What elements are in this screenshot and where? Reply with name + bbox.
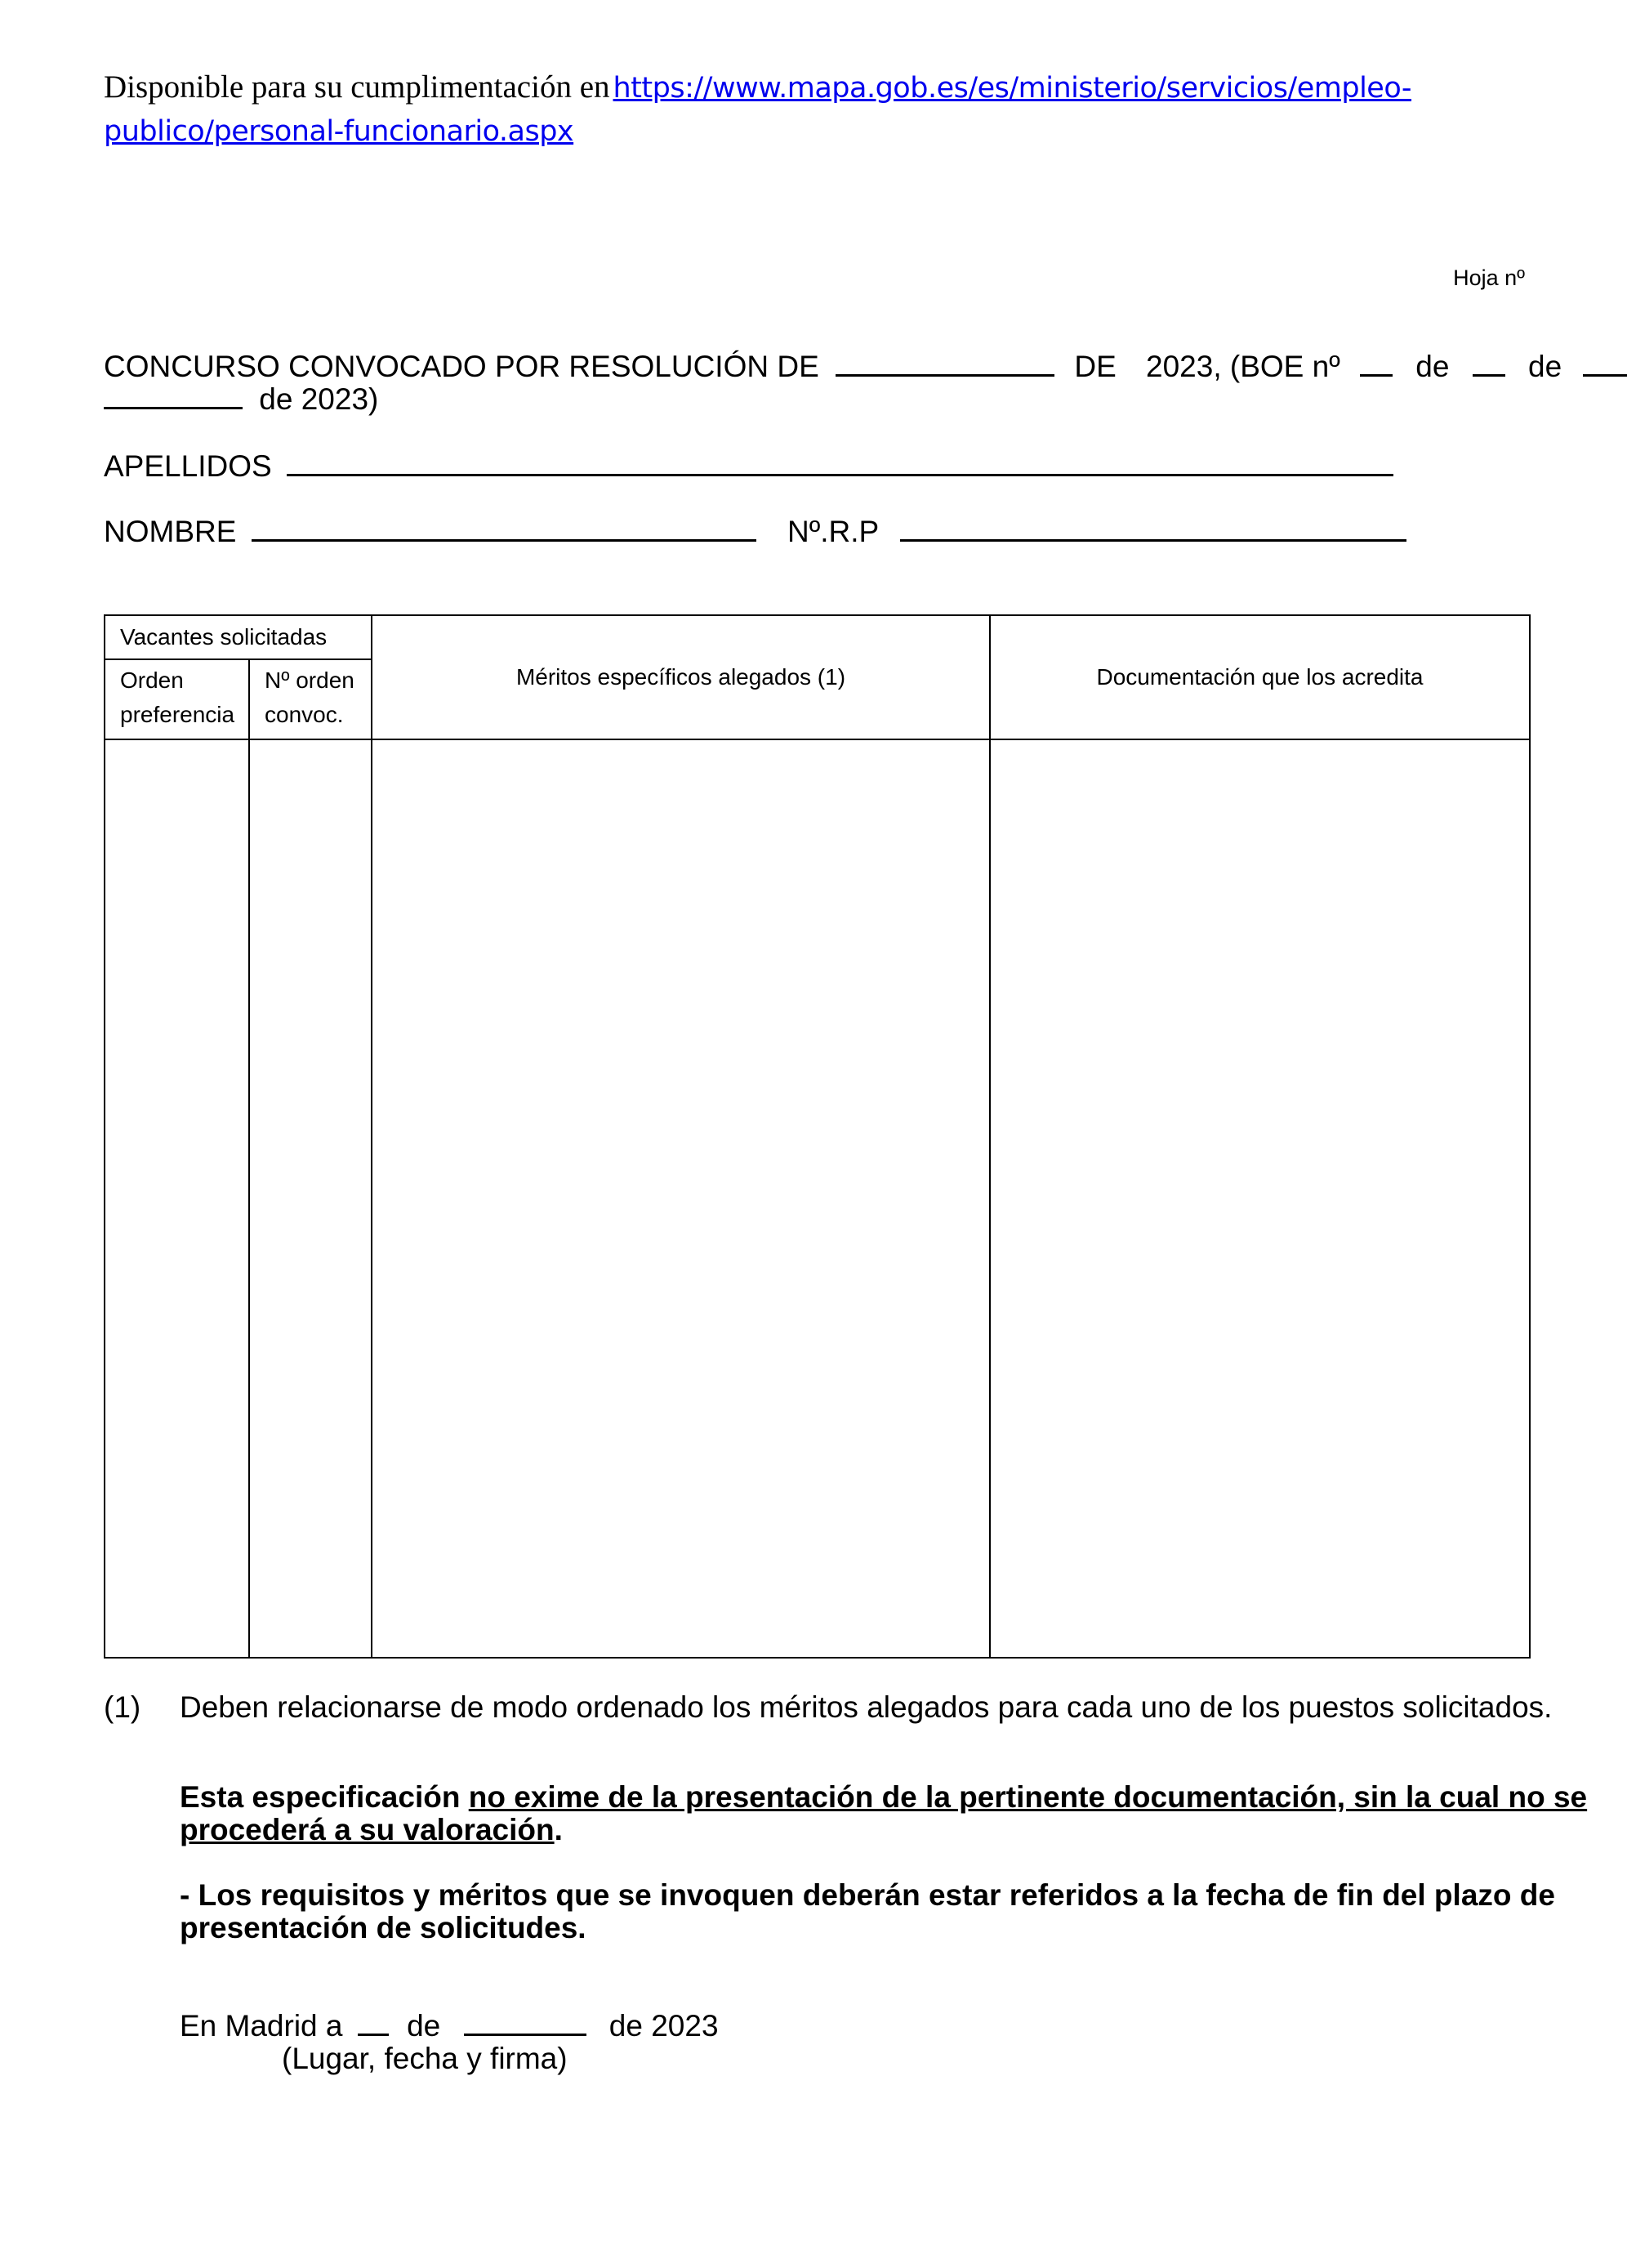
boe-month-field[interactable] — [1583, 350, 1627, 377]
vacantes-header: Vacantes solicitadas — [105, 615, 372, 659]
boe-day-field[interactable] — [1473, 350, 1505, 377]
signature-year: de 2023 — [608, 2009, 719, 2043]
concurso-de-1: de — [1415, 350, 1450, 383]
signature-month-field[interactable] — [464, 2009, 586, 2036]
concurso-year-boe: 2023, (BOE nº — [1146, 350, 1340, 383]
signature-de: de — [407, 2009, 441, 2043]
requirements-line-2: presentación de solicitudes. — [180, 1911, 586, 1944]
concurso-de-2: de — [1528, 350, 1562, 383]
concurso-line — [104, 350, 1562, 383]
nombre-row — [104, 515, 1406, 548]
documentacion-cell[interactable] — [990, 739, 1530, 1658]
footnote-marker: (1) — [104, 1690, 141, 1724]
spec-start: Esta especificación — [180, 1780, 461, 1814]
orden-line1: Orden — [120, 667, 184, 693]
apellidos-field[interactable] — [287, 449, 1393, 476]
footnote-text: Deben relacionarse de modo ordenado los méritos alegados para cada uno de los puestos solicitados. — [180, 1690, 1553, 1724]
form-url-link[interactable]: https://www.mapa.gob.es/es/ministerio/servicios/empleo- — [613, 72, 1412, 105]
concurso-line-2 — [104, 382, 378, 416]
meritos-header: Méritos específicos alegados (1) — [372, 615, 990, 739]
boe-number-field[interactable] — [1360, 350, 1393, 377]
resolution-date-field[interactable] — [836, 350, 1054, 377]
nombre-field[interactable] — [252, 515, 756, 542]
signature-line — [180, 2009, 719, 2043]
spec-end: . — [554, 1813, 563, 1846]
concurso-prefix: CONCURSO CONVOCADO POR RESOLUCIÓN DE — [104, 350, 819, 383]
requirements-line-1: - Los requisitos y méritos que se invoquen deberán estar referidos a la fecha de fin del plazo de — [180, 1878, 1555, 1912]
spec-line-1 — [180, 1780, 1588, 1814]
signature-place: En Madrid a — [180, 2009, 343, 2043]
boe-month-field-continued[interactable] — [104, 382, 243, 409]
merits-table — [104, 614, 1531, 1659]
apellidos-row — [104, 449, 1393, 483]
norden-line1: Nº orden — [265, 667, 354, 693]
availability-header — [104, 69, 1411, 105]
orden-preferencia-header — [105, 659, 249, 739]
orden-preferencia-cell[interactable] — [105, 739, 249, 1658]
availability-text: Disponible para su cumplimentación en — [104, 69, 610, 105]
concurso-de: DE — [1074, 350, 1117, 383]
nrp-field[interactable] — [900, 515, 1406, 542]
signature-day-field[interactable] — [358, 2009, 389, 2036]
spec-line-2 — [180, 1814, 563, 1846]
norden-line2: convoc. — [265, 702, 344, 727]
norden-convoc-header — [249, 659, 372, 739]
nrp-label: Nº.R.P — [787, 515, 879, 548]
apellidos-label: APELLIDOS — [104, 449, 272, 483]
orden-line2: preferencia — [120, 702, 235, 727]
norden-convoc-cell[interactable] — [249, 739, 372, 1658]
form-url-link-continued[interactable]: publico/personal-funcionario.aspx — [104, 115, 574, 148]
meritos-cell[interactable] — [372, 739, 990, 1658]
signature-caption: (Lugar, fecha y firma) — [282, 2042, 568, 2075]
sheet-number-label: Hoja nº — [1453, 266, 1525, 290]
nombre-label: NOMBRE — [104, 515, 237, 548]
spec-underlined-1: no exime de la presentación de la pertinente documentación, sin la cual no se — [468, 1780, 1588, 1814]
documentacion-header: Documentación que los acredita — [990, 615, 1530, 739]
concurso-tail: de 2023) — [259, 382, 379, 416]
spec-underlined-2: procederá a su valoración — [180, 1813, 555, 1846]
